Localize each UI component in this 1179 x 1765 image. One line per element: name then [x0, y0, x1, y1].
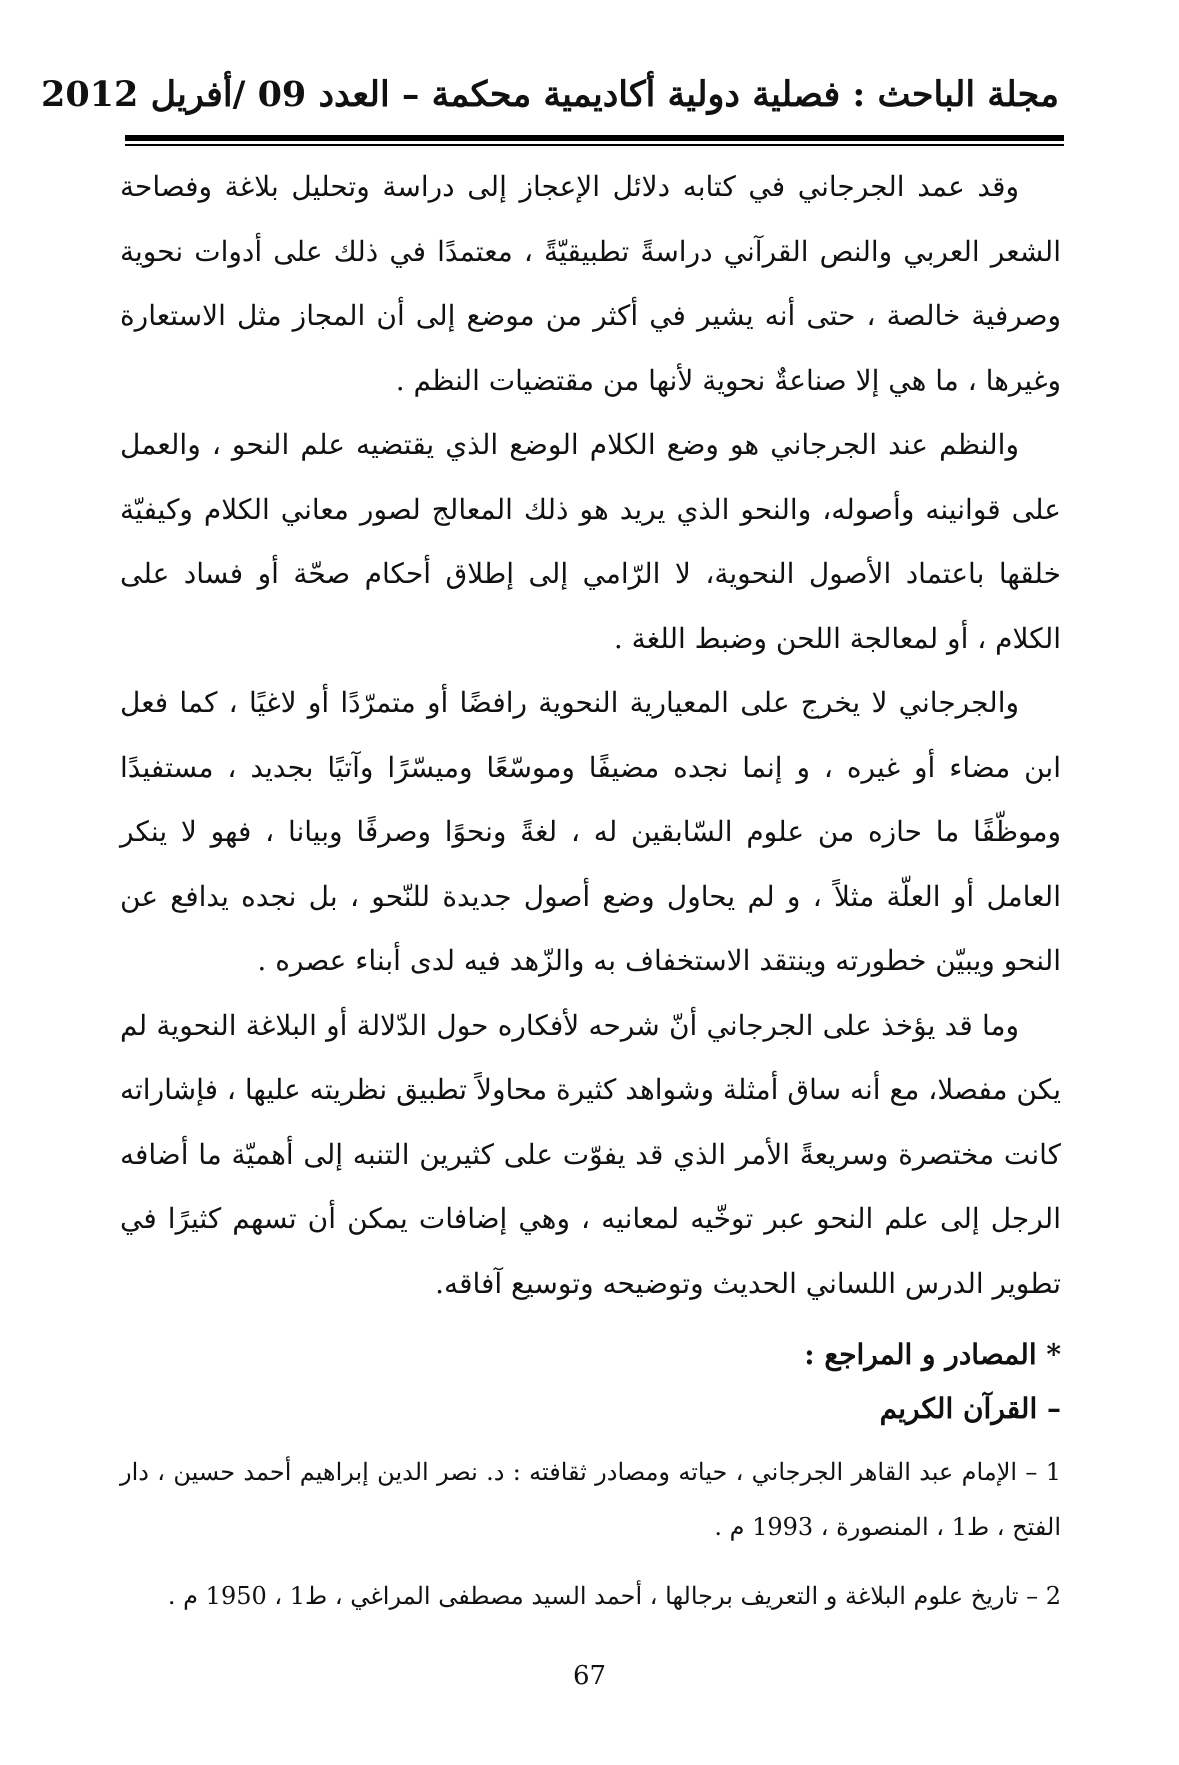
header-rule-thick [125, 135, 1064, 141]
reference-item: 1 – الإمام عبد القاهر الجرجاني ، حياته ومصادر ثقافته : د. نصر الدين إبراهيم أحمد حسين ، دار الفتح ، ط1 ، المنصورة ، 1993 م . [120, 1458, 1061, 1541]
sources-heading: * المصادر و المراجع : [804, 1338, 1061, 1371]
sources-quran-item: – القرآن الكريم [879, 1392, 1061, 1425]
header-rule-thin [125, 144, 1064, 146]
article-body [120, 155, 1061, 1316]
page-number: 67 [572, 1661, 607, 1691]
references-list [120, 1445, 1061, 1638]
journal-header: مجلة الباحث : فصلية دولية أكاديمية محكمة – العدد 09 /أفريل 2012 [40, 74, 1059, 115]
body-paragraph: وما قد يؤخذ على الجرجاني أنّ شرحه لأفكاره حول الدّلالة أو البلاغة النحوية لم يكن مفصلا، مع أنه ساق أمثلة وشواهد كثيرة محاولاً تطبيق نظريته عليها ، فإشاراته كانت مختصرة وسريعةً الأمر الذي قد يفوّت على كثيرين التنبه إلى أهميّة ما أضافه الرجل إلى علم النحو عبر توخّيه لمعانيه ، وهي إضافات يمكن أن تسهم كثيرًا في تطوير الدرس اللساني الحديث وتوضيحه وتوسيع آفاقه. [120, 1008, 1062, 1300]
body-paragraph: وقد عمد الجرجاني في كتابه دلائل الإعجاز إلى دراسة وتحليل بلاغة وفصاحة الشعر العربي والنص القرآني دراسةً تطبيقيّةً ، معتمدًا في ذلك على أدوات نحوية وصرفية خالصة ، حتى أنه يشير في أكثر من موضع إلى أن المجاز مثل الاستعارة وغيرها ، ما هي إلا صناعةٌ نحوية لأنها من مقتضيات النظم . [120, 170, 1061, 397]
body-paragraph: والنظم عند الجرجاني هو وضع الكلام الوضع الذي يقتضيه علم النحو ، والعمل على قوانينه وأصوله، والنحو الذي يريد هو ذلك المعالج لصور معاني الكلام وكيفيّة خلقها باعتماد الأصول النحوية، لا الرّامي إلى إطلاق أحكام صحّة أو فساد على الكلام ، أو لمعالجة اللحن وضبط اللغة . [120, 428, 1061, 655]
reference-item: 2 – تاريخ علوم البلاغة و التعريف برجالها ، أحمد السيد مصطفى المراغي ، ط1 ، 1950 م . [167, 1582, 1061, 1610]
body-paragraph: والجرجاني لا يخرج على المعيارية النحوية رافضًا أو متمرّدًا أو لاغيًا ، كما فعل ابن مضاء أو غيره ، و إنما نجده مضيفًا وموسّعًا وميسّرًا وآتيًا بجديد ، مستفيدًا وموظّفًا ما حازه من علوم السّابقين له ، لغةً ونحوًا وصرفًا وبيانا ، فهو لا ينكر العامل أو العلّة مثلاً ، و لم يحاول وضع أصول جديدة للنّحو ، بل نجده يدافع عن النحو ويبيّن خطورته وينتقد الاستخفاف به والزّهد فيه لدى أبناء عصره . [120, 686, 1061, 977]
